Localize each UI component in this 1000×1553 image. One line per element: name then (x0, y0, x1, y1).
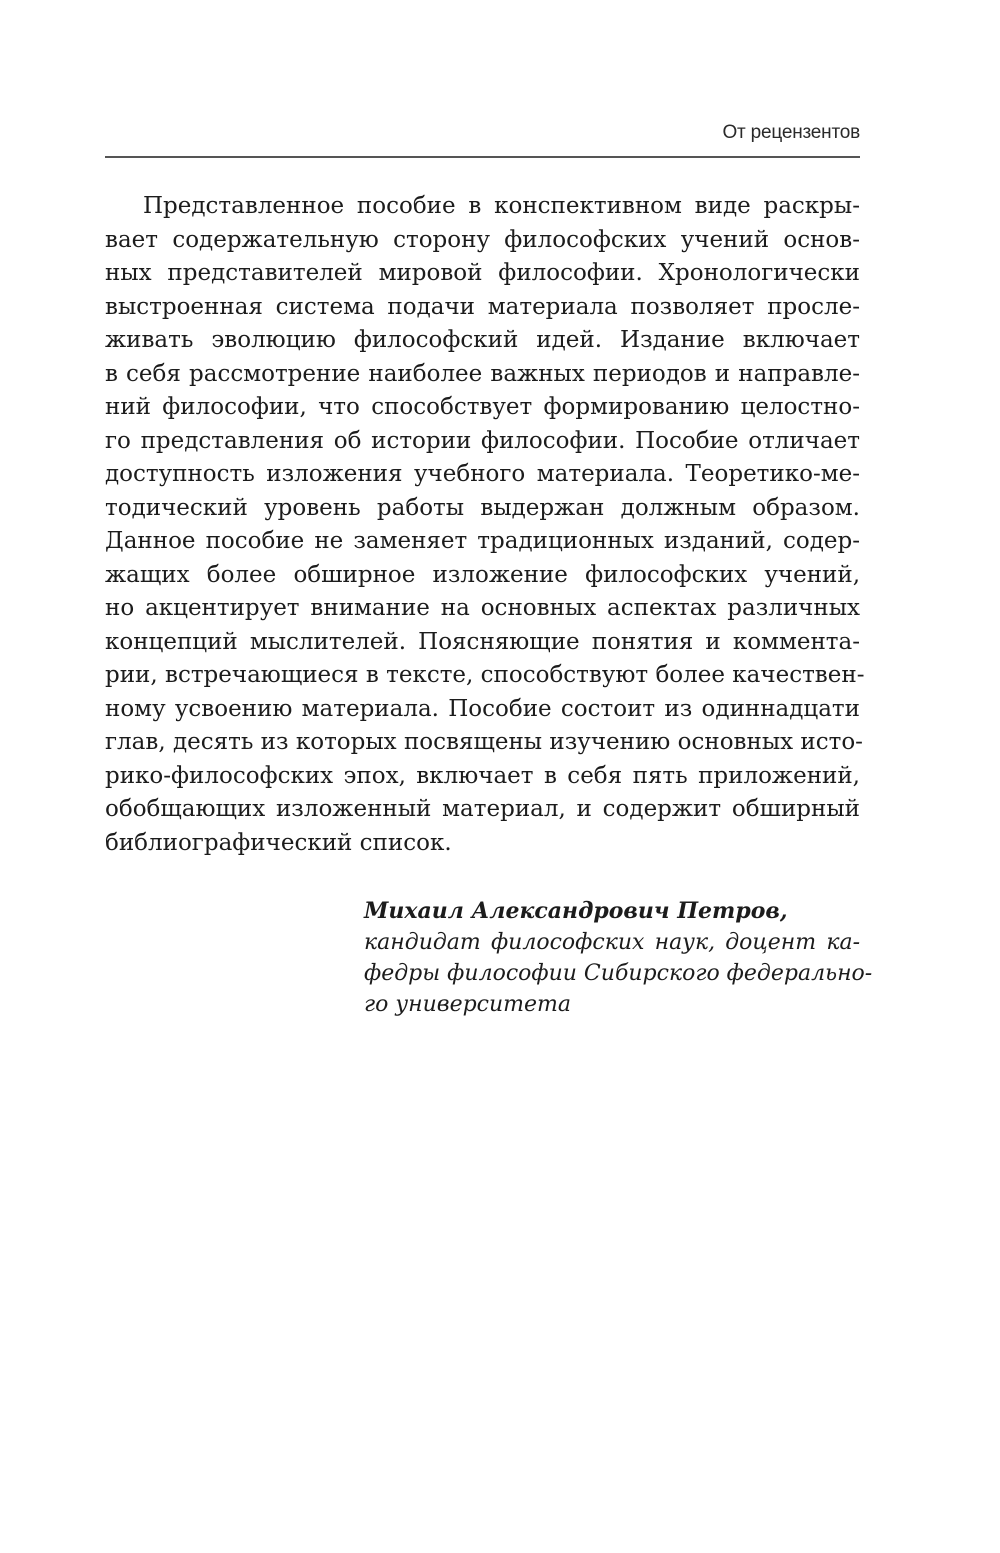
text-line: доступность изложения учебного материала. Теоретико-ме- (105, 461, 860, 487)
text-line: рии, встречающиеся в тексте, способствуют более качествен- (105, 662, 865, 688)
text-line: вает содержательную сторону философских учений основ- (105, 226, 860, 253)
reviewer-credentials-line: федры философии Сибирского федерально- (364, 961, 873, 986)
text-line: жащих более обширное изложение философских учений, (105, 561, 860, 588)
text-line: Представленное пособие в конспективном виде раскры- (143, 193, 860, 219)
text-line: концепций мыслителей. Поясняющие понятия и коммента- (105, 628, 860, 655)
text-line: библиографический список. (105, 829, 452, 856)
text-line: выстроенная система подачи материала позволяет просле- (105, 293, 860, 320)
reviewer-credentials-line: кандидат философских наук, доцент ка- (364, 930, 860, 955)
text-line: ному усвоению материала. Пособие состоит из одиннадцати (105, 695, 860, 722)
reviewer-credentials-line: го университета (364, 992, 572, 1017)
review-paragraph (105, 190, 865, 860)
text-line: ных представителей мировой философии. Хронологически (105, 260, 860, 286)
reviewer-name: Михаил Александрович Петров, (364, 898, 788, 924)
text-line: живать эволюцию философский идей. Издание включает (105, 327, 860, 353)
text-line: тодический уровень работы выдержан должным образом. (105, 494, 860, 521)
text-line: обобщающих изложенный материал, и содержит обширный (105, 796, 860, 822)
text-line: но акцентирует внимание на основных аспектах различных (105, 595, 860, 621)
text-line: го представления об истории философии. Пособие отличает (105, 427, 860, 454)
text-line: глав, десять из которых посвящены изучению основных исто- (105, 729, 863, 755)
text-line: Данное пособие не заменяет традиционных изданий, содер- (105, 528, 860, 554)
text-line: рико-философских эпох, включает в себя пять приложений, (105, 762, 860, 789)
reviewer-signature (364, 896, 873, 1020)
header-rule (105, 156, 860, 158)
text-line: в себя рассмотрение наиболее важных периодов и направле- (105, 360, 860, 387)
running-head: От рецензентов (722, 122, 860, 143)
text-line: ний философии, что способствует формированию целостно- (105, 394, 860, 420)
